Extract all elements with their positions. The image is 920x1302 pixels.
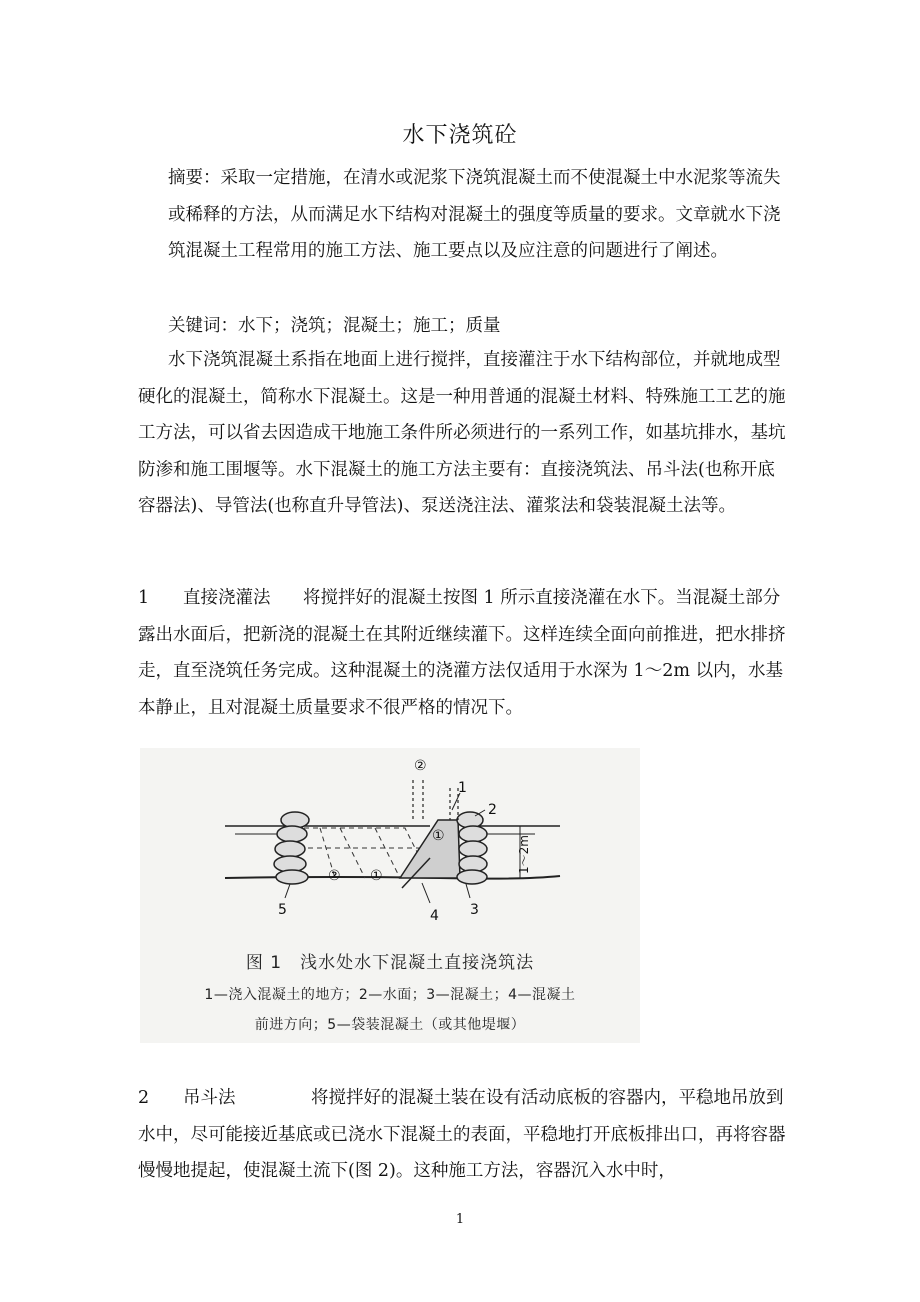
section-2-number: 2 xyxy=(138,1088,150,1108)
section-1-number: 1 xyxy=(138,588,150,608)
figure-1-legend-line-1: 1—浇入混凝土的地方；2—水面；3—混凝土；4—混凝土 xyxy=(204,987,576,1003)
intro-paragraph: 水下浇筑混凝土系指在地面上进行搅拌，直接灌注于水下结构部位，并就地成型硬化的混凝土，简称水下混凝土。这是一种用普通的混凝土材料、特殊施工工艺的施工方法，可以省去因造成干地施工条件所必须进行的一系列工作，如基坑排水，基坑防渗和施工围堰等。水下混凝土的施工方法主要有：直接浇筑法、吊斗法(也称开底容器法)、导管法(也称直升导管法)、泵送浇注法、灌浆法和袋装混凝土法等。 xyxy=(138,350,786,516)
figure-1-legend-line-2: 前进方向；5—袋装混凝土（或其他堤堰） xyxy=(254,1017,526,1033)
section-2-title: 吊斗法 xyxy=(183,1088,236,1108)
keywords-line: 关键词：水下；浇筑；混凝土；施工；质量 xyxy=(168,316,501,336)
pour-arrows xyxy=(413,780,458,820)
label-circled-2-layer: ② xyxy=(328,868,341,884)
section-2-paragraph xyxy=(138,1080,790,1190)
label-1: 1 xyxy=(458,780,467,796)
label-circled-2-top: ② xyxy=(414,758,427,774)
figure-1-caption: 图 1 浅水处水下混凝土直接浇筑法 xyxy=(245,953,535,973)
figure-1-diagram xyxy=(140,748,640,948)
figure-1 xyxy=(140,748,640,1043)
label-circled-1-pile: ① xyxy=(432,828,445,844)
concrete-pile xyxy=(400,820,460,878)
label-2: 2 xyxy=(488,802,497,818)
document-title: 水下浇筑砼 xyxy=(402,123,518,148)
section-2-text: 将搅拌好的混凝土装在设有活动底板的容器内，平稳地吊放到水中，尽可能接近基底或已浇水下混凝土的表面，平稳地打开底板排出口，再将容器慢慢地提起，使混凝土流下(图 2)。这种施工方法，容器沉入水中时， xyxy=(138,1088,786,1181)
label-depth: 1～2m xyxy=(517,835,531,874)
abstract-paragraph: 摘要：采取一定措施，在清水或泥浆下浇筑混凝土而不使混凝土中水泥浆等流失或稀释的方法，从而满足水下结构对混凝土的强度等质量的要求。文章就水下浇筑混凝土工程常用的施工方法、施工要点以及应注意的问题进行了阐述。 xyxy=(168,168,781,261)
right-sandbag-dike xyxy=(457,812,487,884)
section-1-title: 直接浇灌法 xyxy=(183,588,271,608)
label-5: 5 xyxy=(278,902,287,918)
ground-line xyxy=(225,876,560,879)
section-1-text: 将搅拌好的混凝土按图 1 所示直接浇灌在水下。当混凝土部分露出水面后，把新浇的混凝土在其附近继续灌下。这样连续全面向前推进，把水排挤走，直至浇筑任务完成。这种混凝土的浇灌方法仅适用于水深为 1～2m 以内，水基本静止，且对混凝土质量要求不很严格的情况下。 xyxy=(138,588,786,718)
label-circled-1-layer: ① xyxy=(370,868,383,884)
section-1-paragraph xyxy=(138,580,790,726)
label-4: 4 xyxy=(430,908,439,924)
page-number: 1 xyxy=(455,1212,465,1227)
label-3: 3 xyxy=(470,902,479,918)
left-sandbag-dike xyxy=(274,812,309,884)
